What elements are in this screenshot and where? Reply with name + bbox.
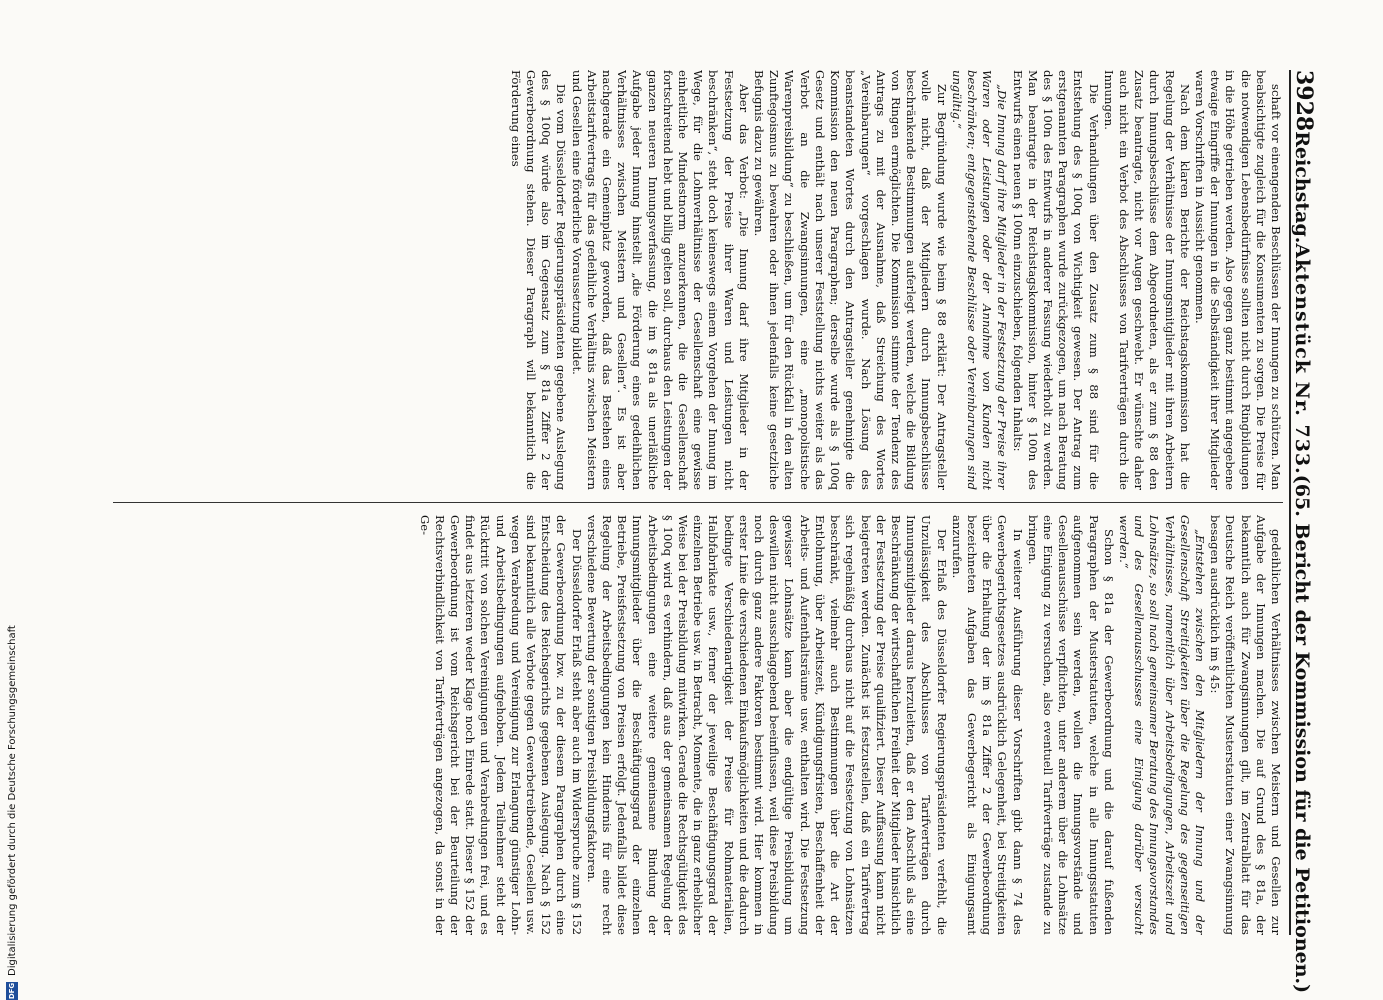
center-title: Aktenstück Nr. 733. — [1291, 243, 1313, 475]
paragraph: Zur Begründung wurde wie beim § 88 erklärt: Der Antragsteller wolle nicht, daß der Mitgliedern durch Innungsbeschlüsse beschränkende Bestimmungen auferlegt werden, welche die Bildung von Ringen ermöglichten. Die Kommission stimmte der Tendenz des Antrags zu mit der Ausnahme, daß Streichung des Wortes „Vereinbarungen“ vorgeschlagen wurde. Nach Lösung des beanstandeten Wortes durch den Antragsteller genehmigte die Kommission den neuen Paragraphen; derselbe wurde als § 100q Gesetz und enthält nach unserer Feststellung nichts weiter als das Verbot an die Zwangsinnungen, eine „monopolistische Warenpreisbildung“ zu beschließen, um für den Rückfall in den alten Zunftegoismus zu bewahren oder ihnen jedenfalls keine gesetzliche Befugnis dazu zu gewähren. — [752, 70, 949, 490]
page-number: 3928 — [1291, 70, 1317, 132]
paragraph: Schon § 81a der Gewerbeordnung und die darauf fußenden Paragraphen der Musterstatuten, welche in alle Innungsstatuten aufgenommen sein werden, wollen die Innungsvorstände und Gesellenausschüsse verpflichten, unter anderem über die Lohnsätze eine Einigung zu versuchen, also eventuell Tarifverträge zustande zu bringen. — [1025, 515, 1116, 935]
right-column — [83, 515, 1283, 935]
funding-credit-text: Digitalisierung gefördert durch die Deutsche Forschungsgemeinschaft — [6, 625, 18, 976]
column-divider — [113, 502, 1283, 503]
paragraph: „Die Innung darf ihre Mitglieder in der Festsetzung der Preise ihrer Waren oder Leistungen oder der Annahme von Kunden nicht beschränken; entgegenstehende Beschlüsse oder Vereinbarungen sind ungültig.“ — [949, 70, 1010, 490]
right-title: (65. Bericht der Kommission für die Petitionen.) — [1291, 474, 1313, 994]
paragraph: schaft vor einengenden Beschlüssen der Innungen zu schützen. Man beabsichtigte zugleich für die Konsumenten zu sorgen. Die Preise für die notwendigen Lebensbedürfnisse sollten nicht durch Ringbildungen in die Höhe getrieben werden. Also gegen ganz bestimmt angegebene etwaige Eingriffe der Innungen in die Selbständigkeit ihrer Mitglieder waren Vorschriften in Aussicht genommen. — [1192, 70, 1283, 490]
left-column — [83, 70, 1283, 490]
funding-credit — [0, 0, 24, 1000]
paragraph: In weiterer Ausführung dieser Vorschriften gibt dann § 74 des Gewerbegerichtsgesetzes ausdrücklich Gelegenheit, bei Streitigkeiten über die Erhaltung der im § 81a Ziffer 2 der Gewerbeordnung bezeichneten Aufgaben das Gewerbegericht als Einigungsamt anzurufen. — [949, 515, 1025, 935]
paragraph: Der Düsseldorfer Erlaß steht aber auch im Widerspruche zum § 152 der Gewerbeordnung bzw. zu der diesem Paragraphen durch eine Entscheidung des Reichsgerichts gegebenen Auslegung. Nach § 152 sind bekanntlich alle Verbote gegen Gewerbetreibende, Gesellen usw. wegen Verabredung und Vereinigung zur Erlangung günstiger Lohn- und Arbeitsbedingungen aufgehoben. Jedem Teilnehmer steht der Rücktritt von solchen Vereinigungen und Verabredungen frei, und es findet aus letzteren weder Klage noch Einrede statt. Dieser § 152 der Gewerbeordnung ist vom Reichsgericht bei der Beurteilung der Rechtsverbindlichkeit von Tarifverträgen angezogen, da sonst in der Ge- — [417, 515, 584, 935]
paragraph: Die Verhandlungen über den Zusatz zum § 88 sind für die Entstehung des § 100q von Wichtigkeit gewesen. Der Antrag zum erstgenannten Paragraphen wurde zurückgezogen, um nach Beratung des § 100n des Entwurfs in anderer Fassung wiederholt zu werden. Man beantragte in der Reichstagskommission, hinter § 100n des Entwurfs einen neuen § 100nn einzuschieben, folgenden Inhalts: — [1010, 70, 1101, 490]
paragraph: Die vom Düsseldorfer Regierungspräsidenten gegebene Auslegung des § 100q würde also im Gegensatz zum § 81a Ziffer 2 der Gewerbeordnung stehen. Dieser Paragraph will bekanntlich die Förderung eines — [508, 70, 569, 490]
dfg-logo: DFG — [8, 982, 16, 1000]
paragraph: Aber das Verbot: „Die Innung darf ihre Mitglieder in der Festsetzung der Preise ihrer Waren und Leistungen nicht beschränken“, steht doch keineswegs einem Vorgehen der Innung im Wege, für die Lohnverhältnisse der Gesellenschaft eine gewisse einheitliche Mindestnorm anzuerkennen, die die Gesellenschaft fortschreitend hebt und billig gelten soll, durchaus den Leistungen der ganzen neueren Innungsverfassung, die im § 81a als unerläßliche Aufgabe jeder Innung hinstellt „die Förderung eines gedeihlichen Verhältnisses zwischen Meistern und Gesellen“. Es ist aber nachgerade ein Gemeinplatz geworden, daß das Bestehen eines Arbeitstarifvertrags für das gedeihliche Verhältnis zwischen Meistern und Gesellen eine förderliche Voraussetzung bildet. — [569, 70, 751, 490]
paragraph: „Entstehen zwischen den Mitgliedern der Innung und der Gesellenschaft Streitigkeiten über die Regelung des gegenseitigen Verhältnisses, namentlich über Arbeitsbedingungen, Arbeitszeit und Lohnsätze, so soll nach gemeinsamer Beratung des Innungsvorstandes und des Gesellenausschusses eine Einigung darüber versucht werden.“ — [1116, 515, 1207, 935]
paragraph: Nach dem klaren Berichte der Reichstagskommission hat die Regelung der Verhältnisse der Innungsmitglieder mit ihren Arbeitern durch Innungsbeschlüsse dem Abgeordneten, als er zum § 88 den Zusatz beantragte, nicht vor Augen geschwebt. Er wünschte daher auch nicht ein Verbot des Abschlusses von Tarifverträgen durch die Innungen. — [1101, 70, 1192, 490]
paragraph: gedeihlichen Verhältnisses zwischen Meistern und Gesellen zur Aufgabe der Innungen machen. Die auf Grund des § 81a, der bekanntlich auch für Zwangsinnungen gilt, im Zentralblatt für das Deutsche Reich veröffentlichten Musterstatuten einer Zwangsinnung besagen ausdrücklich im § 45: — [1208, 515, 1283, 935]
left-title: Reichstag. — [1291, 131, 1313, 244]
text-columns — [83, 70, 1283, 935]
page-header — [1289, 70, 1325, 994]
paragraph: Der Erlaß des Düsseldorfer Regierungspräsidenten verfehlt, die Unzulässigkeit des Abschlusses von Tarifverträgen durch Innungsmitglieder daraus herzuleiten, daß er den Abschluß als eine Beschränkung der wirtschaftlichen Freiheit der Mitglieder hinsichtlich der Festsetzung der Preise qualifiziert. Dieser Auffassung kann nicht beigetreten werden. Zunächst ist festzustellen, daß ein Tarifvertrag sich regelmäßig durchaus nicht auf die Festsetzung von Lohnsätzen beschränkt, vielmehr auch Bestimmungen über die Art der Entlohnung, über Arbeitszeit, Kündigungsfristen, Beschaffenheit der Arbeits- und Aufenthaltsräume usw. enthalten wird. Die Festsetzung gewisser Lohnsätze kann aber die endgültige Preisbildung um deswillen nicht ausschlaggebend beeinflussen, weil diese Preisbildung noch durch ganz andere Faktoren bestimmt wird. Hier kommen in erster Linie die verschiedenen Einkaufsmöglichkeiten und die dadurch bedingte Verschiedenartigkeit der Preise für Rohmaterialien, Halbfabrikate usw., ferner der jeweilige Beschäftigungsgrad der einzelnen Betriebe usw. in Betracht, Momente, die in ganz erheblicher Weise bei der Preisbildung mitwirken. Gerade die Rechtsgültigkeit des § 100q wird es verhindern, daß aus der gemeinsamen Regelung der Arbeitsbedingungen eine weitere gemeinsame Bindung der Innungsmitglieder über die Beschäftigungsgrad der einzelnen Betriebe, Preisfestsetzung von Preisen erfolgt. Jedenfalls bildet diese Regelung der Arbeitsbedingungen kein Hindernis für eine recht verschiedene Bewertung der sonstigen Preisbildungsfaktoren. — [584, 515, 949, 935]
